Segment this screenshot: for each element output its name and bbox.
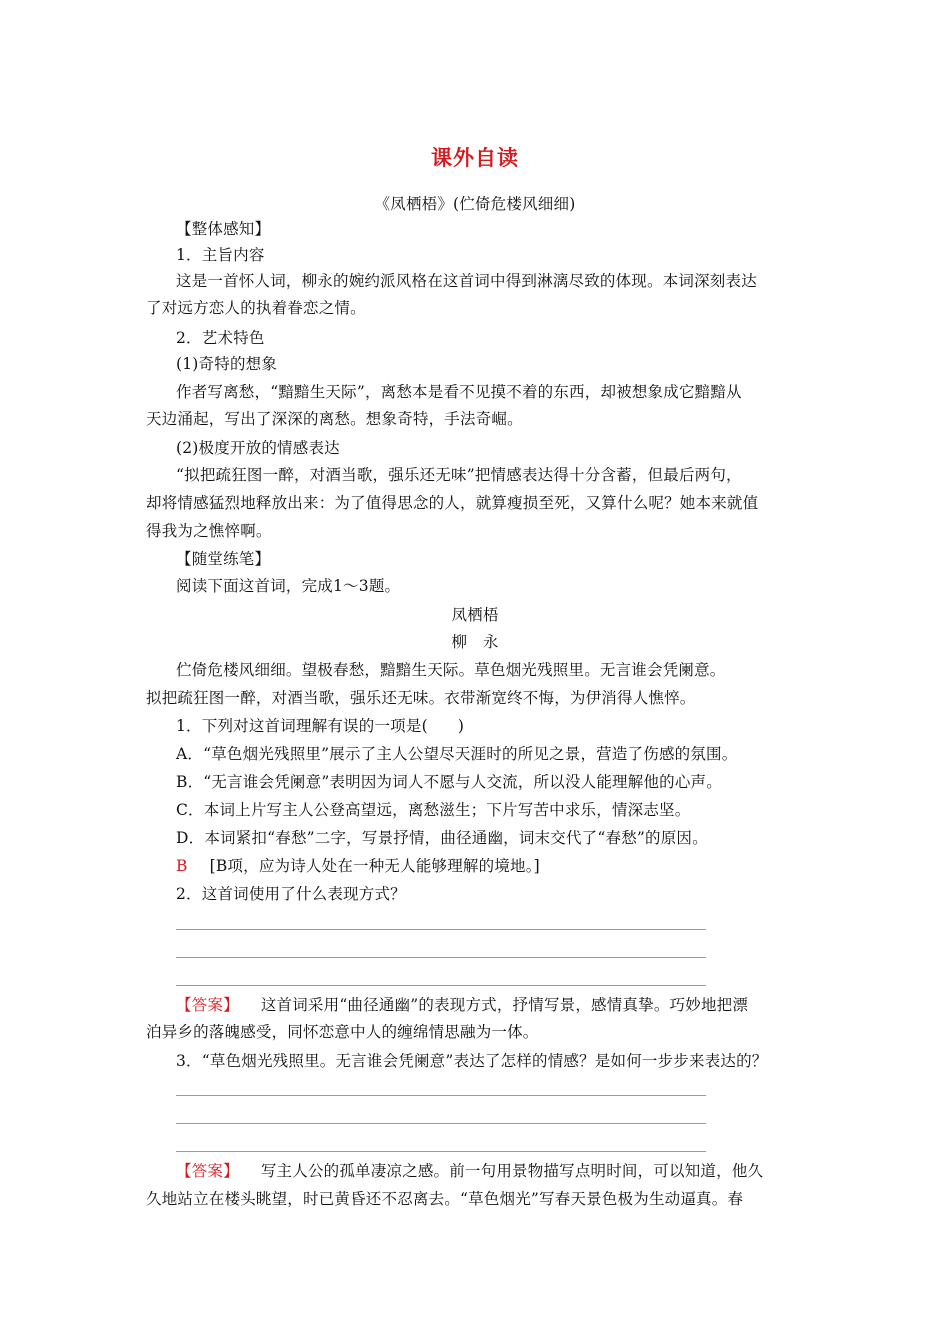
option-d: D．本词紧扣“春愁”二字，写景抒情，曲径通幽，词末交代了“春愁”的原因。 [176,829,708,847]
item1-heading: 1．主旨内容 [176,246,265,264]
option-b: B．“无言谁会凭阑意”表明因为词人不愿与人交流，所以没人能理解他的心声。 [176,773,722,791]
practice-heading: 【随堂练笔】 [176,550,271,568]
answer-text: 写主人公的孤单凄凉之感。前一句用景物描写点明时间，可以知道，他久 [260,1162,764,1180]
question-2: 2．这首词使用了什么表现方式？ [176,885,406,903]
sub1-text-line-1: 作者写离愁，“黯黯生天际”，离愁本是看不见摸不着的东西，却被想象成它黯黯从 [176,383,742,401]
answer-line-6 [176,1151,706,1152]
item1-text-line-2: 了对远方恋人的执着眷恋之情。 [146,299,366,317]
sub2-text-line-3: 得我为之憔悴啊。 [146,522,272,540]
question-2-answer-line-1 [176,994,748,1016]
question-3: 3．“草色烟光残照里。无言谁会凭阑意”表达了怎样的情感？是如何一步步来表达的？ [176,1052,768,1070]
answer-label: 【答案】 [176,996,239,1014]
answer-line-2 [176,957,706,958]
option-a: A．“草色烟光残照里”展示了主人公望尽天涯时的所见之景，营造了伤感的氛围。 [176,745,738,763]
answer-line-5 [176,1123,706,1124]
answer-line-4 [176,1095,706,1096]
overview-heading: 【整体感知】 [176,220,271,238]
poem-line-1: 伫倚危楼风细细。望极春愁，黯黯生天际。草色烟光残照里。无言谁会凭阑意。 [176,661,726,679]
answer-text: 这首词采用“曲径通幽”的表现方式，抒情写景，感情真挚。巧妙地把漂 [260,996,749,1014]
answer-label: 【答案】 [176,1162,239,1180]
sub2-text-line-1: “拟把疏狂图一醉，对酒当歌，强乐还无味”把情感表达得十分含蓄，但最后两句， [176,466,742,484]
sub2-text-line-2: 却将情感猛烈地释放出来：为了值得思念的人，就算瘦损至死，又算什么呢？她本来就值 [146,494,759,512]
question-1-suffix: ) [457,717,465,735]
question-1-answer [176,855,540,877]
poem-title: 凤栖梧 [451,606,499,624]
question-2-answer-line-2: 泊异乡的落魄感受，同怀恋意中人的缠绵情思融为一体。 [146,1023,539,1041]
answer-line-1 [176,929,706,930]
answer-letter: B [176,857,188,875]
page-title: 课外自读 [431,146,519,170]
question-3-answer-line-1 [176,1160,763,1182]
answer-line-3 [176,985,706,986]
sub2-heading: (2)极度开放的情感表达 [176,439,340,457]
answer-explanation: [B项，应为诗人处在一种无人能够理解的境地。] [209,857,540,875]
poem-subtitle: 《凤栖梧》(伫倚危楼风细细) [374,195,576,213]
practice-intro: 阅读下面这首词，完成1～3题。 [176,577,401,595]
item1-text-line-1: 这是一首怀人词，柳永的婉约派风格在这首词中得到淋漓尽致的体现。本词深刻表达 [176,272,757,290]
question-1-prefix: 1．下列对这首词理解有误的一项是( [176,717,428,735]
question-1 [176,715,464,737]
poem-author: 柳 永 [451,633,499,651]
sub1-heading: (1)奇特的想象 [176,355,278,373]
item2-heading: 2．艺术特色 [176,329,265,347]
question-3-answer-line-2: 久地站立在楼头眺望，时已黄昏还不忍离去。“草色烟光”写春天景色极为生动逼真。春 [146,1190,744,1208]
poem-line-2: 拟把疏狂图一醉，对酒当歌，强乐还无味。衣带渐宽终不悔，为伊消得人憔悴。 [146,689,696,707]
sub1-text-line-2: 天边涌起，写出了深深的离愁。想象奇特，手法奇崛。 [146,410,523,428]
option-c: C．本词上片写主人公登高望远，离愁滋生；下片写苦中求乐，情深志坚。 [176,801,691,819]
